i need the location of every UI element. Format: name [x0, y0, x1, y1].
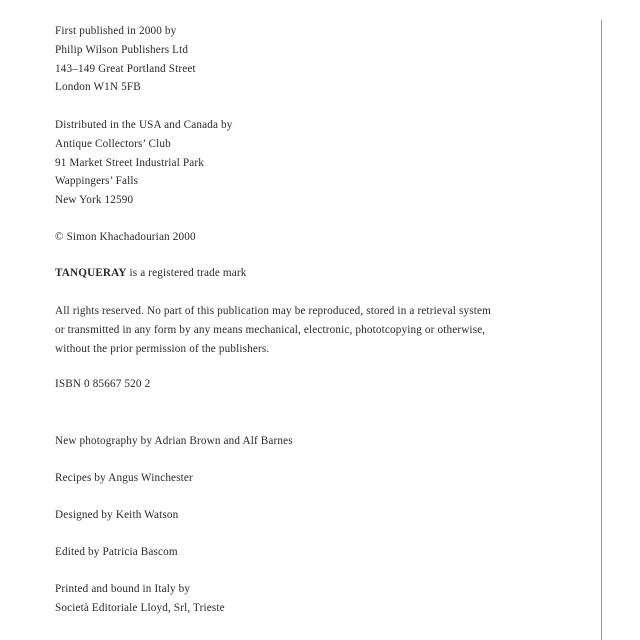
rights-line: or transmitted in any form by any means mechanical, electronic, phototcopying or otherwise,	[55, 323, 486, 336]
design-credit	[55, 506, 178, 525]
distributor-line: 91 Market Street Industrial Park	[55, 156, 204, 169]
credit-text: Recipes by Angus Winchester	[55, 472, 193, 484]
distributor-line: Distributed in the USA and Canada by	[55, 119, 233, 131]
rights-line: without the prior permission of the publishers.	[55, 342, 270, 355]
editing-credit	[55, 543, 178, 562]
credit-text: Edited by Patricia Bascom	[55, 546, 178, 558]
distributor-line: Antique Collectors’ Club	[55, 137, 171, 150]
isbn-text: ISBN 0 85667 520 2	[55, 378, 151, 390]
credit-text: Designed by Keith Watson	[55, 509, 179, 521]
printer-block	[55, 580, 225, 618]
publisher-line: 143–149 Great Portland Street	[55, 62, 196, 75]
recipes-credit	[55, 469, 193, 488]
copyright-notice	[55, 228, 196, 247]
distributor-line: New York 12590	[55, 194, 134, 207]
publisher-line: London W1N 5FB	[55, 81, 141, 94]
publisher-line: Philip Wilson Publishers Ltd	[55, 43, 189, 56]
distributor-block	[55, 116, 233, 210]
printer-line: Società Editoriale Lloyd, Srl, Trieste	[55, 601, 225, 614]
trademark-notice	[55, 264, 247, 283]
publisher-block	[55, 22, 196, 97]
trademark-brand: TANQUERAY	[55, 267, 127, 279]
trademark-text: is a registered trade mark	[126, 267, 247, 279]
photography-credit	[55, 432, 293, 451]
rights-line: All rights reserved. No part of this publication may be reproduced, stored in a retrieval system	[55, 305, 491, 317]
publisher-line: First published in 2000 by	[55, 25, 177, 37]
isbn-block	[55, 375, 150, 394]
credit-text: New photography by Adrian Brown and Alf Barnes	[55, 435, 293, 447]
copyright-text: © Simon Khachadourian 2000	[55, 231, 196, 243]
page-edge-divider	[601, 20, 602, 640]
distributor-line: Wappingers’ Falls	[55, 175, 139, 188]
printer-line: Printed and bound in Italy by	[55, 583, 191, 595]
rights-block	[55, 302, 491, 358]
